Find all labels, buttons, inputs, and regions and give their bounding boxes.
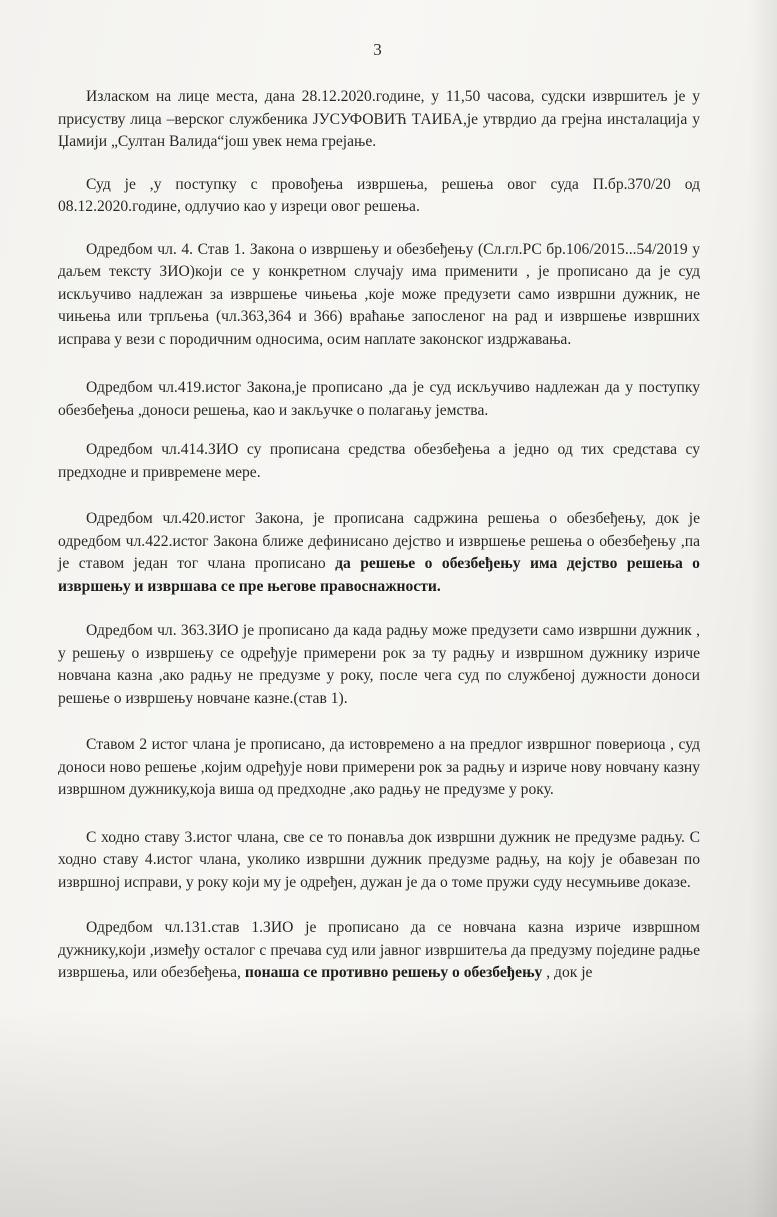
paragraph [58,508,700,598]
paragraph-text: , док је [542,964,593,981]
paragraph-bold-text: да решење о обезбеђењу има дејство решења о извршењу и извршава се пре његове правоснажности. [58,555,700,595]
paragraph [58,377,700,422]
paragraph [58,620,700,710]
paragraph-text: Одредбом чл.131.став 1.ЗИО је прописано да се новчана казна изриче извршном дужнику,који ,између осталог с пречава суд или јавног извршитеља да предузму поједине радње извршења, или обезбеђења, [58,919,700,981]
paragraph [58,917,700,985]
page-number: 3 [373,40,382,59]
paragraph [58,239,700,352]
paragraph-text: Одредбом чл.419.истог Закона,је прописано ,да је суд искључиво надлежан да у поступку обезбеђења ,доноси решења, као и закључке о полагању јемства. [58,379,700,419]
paragraph [58,86,700,154]
paragraph-bold-text: понаша се противно решењу о обезбеђењу [244,964,543,981]
paragraph [58,174,700,219]
paragraph-text: Одредбом чл. 4. Став 1. Закона о извршењу и обезбеђењу (Сл.гл.РС бр.106/2015...54/2019 у даљем тексту ЗИО)који се у конкретном случају има применити , је прописано да је суд искључиво надлежан за извршење чињења ,које може предузети само извршни дужник, не чињења или трпљења (чл.363,364 и 366) враћање запосленог на рад и извршење извршних исправа у вези с породичним односима, осим наплате законског издржавања. [58,240,700,348]
page-edge-shadow [749,0,777,1217]
paragraph [58,439,700,484]
paragraph-text: Одредбом чл.420.истог Закона, је прописана садржина решења о обезбеђењу, док је одредбом чл.422.истог Закона ближе дефинисано дејство и извршење решења о обезбеђењу ,па је ставом један тог члана прописано [58,510,700,572]
document-body [58,86,700,1005]
paragraph [58,734,700,802]
paragraph-text: Ставом 2 истог члана је прописано, да истовремено а на предлог извршног повериоца , суд доноси ново решење ,којим одређује нови примерени рок за радњу и изриче нову новчану казну извршном дужнику,која виша од предходне ,ако радњу не предузме у року. [58,736,700,798]
paragraph-text: Изласком на лице места, дана 28.12.2020.године, у 11,50 часова, судски извршитељ је у присуству лица –верског службеника ЈУСУФОВИЋ ТАИБА,је утврдио да грејна инсталација у Џамији „Султан Валида“још увек нема грејање. [58,88,700,150]
paragraph-text: Одредбом чл.414.ЗИО су прописана средства обезбеђења а једно од тих средстава су предходне и привремене мере. [58,441,700,481]
paragraph-text: С ходно ставу 3.истог члана, све се то понавља док извршни дужник не предузме радњу. С ходно ставу 4.истог члана, уколико извршни дужник предузме радњу, на коју је обавезан по извршној исправи, у року који му је одређен, дужан је да о томе пружи суду несумњиве доказе. [58,828,700,891]
paragraph-text: Одредбом чл. 363.ЗИО је прописано да када радњу може предузети само извршни дужник , у решењу о извршењу се одређује примерени рок за ту радњу и извршном дужнику изриче новчана казна ,ако радњу не предузме у року, после чега суд по службеној дужности доноси решење о извршењу новчане казне.(став 1). [58,622,700,707]
photo-shadow [0,1007,777,1217]
paragraph-text: Суд је ,у поступку с провођења извршења, решења овог суда П.бр.370/20 од 08.12.2020.године, одлучио као у изреци овог решења. [58,175,700,215]
paragraph [58,827,700,895]
